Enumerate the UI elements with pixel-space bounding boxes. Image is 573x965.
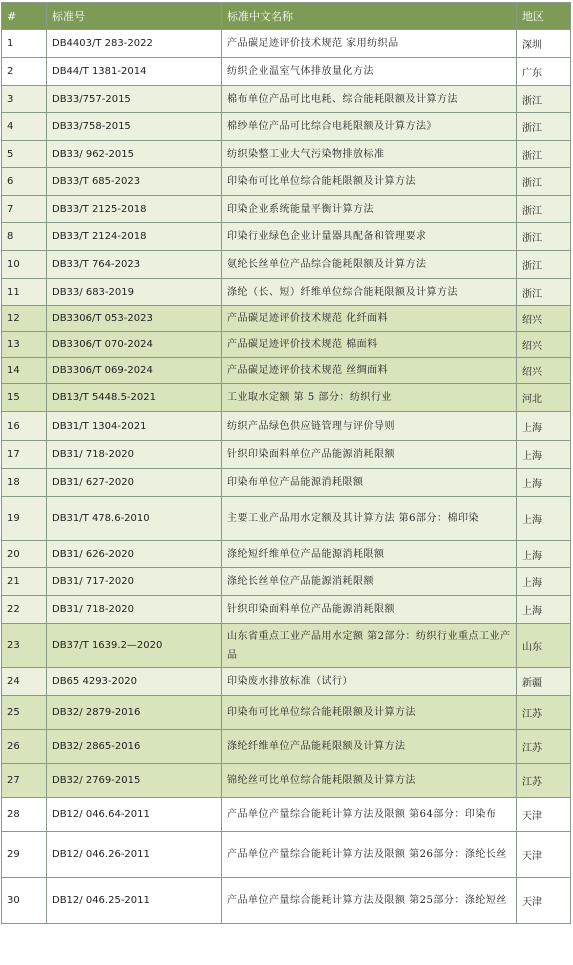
- row-index: 23: [2, 624, 47, 668]
- region: 上海: [517, 469, 571, 497]
- region: 天津: [517, 832, 571, 878]
- standard-code: DB65 4293-2020: [47, 668, 222, 696]
- standard-name: 涤纶（长、短）纤维单位综合能耗限额及计算方法: [222, 279, 517, 306]
- standard-name: 针织印染面料单位产品能源消耗限额: [222, 441, 517, 469]
- row-index: 5: [2, 141, 47, 168]
- standard-name: 纺织染整工业大气污染物排放标准: [222, 141, 517, 168]
- table-row: [2, 358, 571, 384]
- standard-code: DB3306/T 053-2023: [47, 306, 222, 332]
- standard-code: DB33/ 962-2015: [47, 141, 222, 168]
- region: 绍兴: [517, 358, 571, 384]
- header-row: [2, 3, 571, 30]
- standard-name: 印染布可比单位综合能耗限额及计算方法: [222, 696, 517, 730]
- header-standard-name: 标准中文名称: [222, 3, 517, 30]
- region: 上海: [517, 497, 571, 541]
- row-index: 8: [2, 223, 47, 251]
- standard-code: DB12/ 046.64-2011: [47, 798, 222, 832]
- region: 浙江: [517, 196, 571, 223]
- standard-name: 棉纱单位产品可比综合电耗限额及计算方法》: [222, 113, 517, 141]
- region: 浙江: [517, 223, 571, 251]
- region: 上海: [517, 596, 571, 624]
- row-index: 26: [2, 730, 47, 764]
- standard-name: 印染企业系统能量平衡计算方法: [222, 196, 517, 223]
- standard-code: DB31/ 626-2020: [47, 541, 222, 568]
- table-row: [2, 832, 571, 878]
- region: 浙江: [517, 86, 571, 113]
- standard-code: DB33/T 2125-2018: [47, 196, 222, 223]
- standard-code: DB33/758-2015: [47, 113, 222, 141]
- standard-name: 针织印染面料单位产品能源消耗限额: [222, 596, 517, 624]
- standard-code: DB33/757-2015: [47, 86, 222, 113]
- standards-table: [1, 2, 571, 924]
- row-index: 28: [2, 798, 47, 832]
- standard-name: 印染行业绿色企业计量器具配备和管理要求: [222, 223, 517, 251]
- table-row: [2, 469, 571, 497]
- table-row: [2, 624, 571, 668]
- region: 浙江: [517, 113, 571, 141]
- region: 上海: [517, 541, 571, 568]
- standard-name: 纺织企业温室气体排放量化方法: [222, 58, 517, 86]
- standard-code: DB31/ 717-2020: [47, 568, 222, 596]
- row-index: 24: [2, 668, 47, 696]
- row-index: 13: [2, 332, 47, 358]
- standard-code: DB31/T 478.6-2010: [47, 497, 222, 541]
- region: 浙江: [517, 279, 571, 306]
- row-index: 11: [2, 279, 47, 306]
- table-row: [2, 196, 571, 223]
- standard-name: 棉布单位产品可比电耗、综合能耗限额及计算方法: [222, 86, 517, 113]
- table-row: [2, 86, 571, 113]
- region: 绍兴: [517, 332, 571, 358]
- row-index: 4: [2, 113, 47, 141]
- standard-name: 涤纶短纤维单位产品能源消耗限额: [222, 541, 517, 568]
- header-standard-code: 标准号: [47, 3, 222, 30]
- region: 江苏: [517, 696, 571, 730]
- region: 浙江: [517, 251, 571, 279]
- standard-name: 产品单位产量综合能耗计算方法及限额 第64部分：印染布: [222, 798, 517, 832]
- row-index: 19: [2, 497, 47, 541]
- region: 河北: [517, 384, 571, 412]
- region: 绍兴: [517, 306, 571, 332]
- row-index: 29: [2, 832, 47, 878]
- standard-code: DB3306/T 069-2024: [47, 358, 222, 384]
- standard-name: 涤纶长丝单位产品能源消耗限额: [222, 568, 517, 596]
- table-row: [2, 541, 571, 568]
- standard-name: 涤纶纤维单位产品能耗限额及计算方法: [222, 730, 517, 764]
- row-index: 10: [2, 251, 47, 279]
- table-row: [2, 596, 571, 624]
- region: 江苏: [517, 730, 571, 764]
- standard-code: DB44/T 1381-2014: [47, 58, 222, 86]
- table-row: [2, 141, 571, 168]
- row-index: 1: [2, 30, 47, 58]
- region: 山东: [517, 624, 571, 668]
- table-row: [2, 58, 571, 86]
- standard-name: 山东省重点工业产品用水定额 第2部分：纺织行业重点工业产品: [222, 624, 517, 668]
- standard-name: 产品碳足迹评价技术规范 棉面料: [222, 332, 517, 358]
- standard-code: DB12/ 046.26-2011: [47, 832, 222, 878]
- row-index: 21: [2, 568, 47, 596]
- table-row: [2, 168, 571, 196]
- standard-code: DB31/ 627-2020: [47, 469, 222, 497]
- table-row: [2, 412, 571, 441]
- standard-code: DB33/ 683-2019: [47, 279, 222, 306]
- header-region: 地区: [517, 3, 571, 30]
- table-row: [2, 696, 571, 730]
- region: 广东: [517, 58, 571, 86]
- standard-code: DB31/ 718-2020: [47, 441, 222, 469]
- table-body: [2, 30, 571, 924]
- standard-code: DB31/ 718-2020: [47, 596, 222, 624]
- table-row: [2, 568, 571, 596]
- standard-code: DB13/T 5448.5-2021: [47, 384, 222, 412]
- standard-name: 主要工业产品用水定额及其计算方法 第6部分：棉印染: [222, 497, 517, 541]
- row-index: 15: [2, 384, 47, 412]
- standard-name: 纺织产品绿色供应链管理与评价导则: [222, 412, 517, 441]
- region: 上海: [517, 441, 571, 469]
- standard-name: 工业取水定额 第 5 部分：纺织行业: [222, 384, 517, 412]
- standard-name: 产品碳足迹评价技术规范 丝绸面料: [222, 358, 517, 384]
- standard-name: 产品单位产量综合能耗计算方法及限额 第25部分：涤纶短丝: [222, 878, 517, 924]
- region: 浙江: [517, 168, 571, 196]
- standard-code: DB33/T 685-2023: [47, 168, 222, 196]
- standard-name: 印染废水排放标准（试行）: [222, 668, 517, 696]
- row-index: 18: [2, 469, 47, 497]
- row-index: 27: [2, 764, 47, 798]
- table-row: [2, 30, 571, 58]
- region: 深圳: [517, 30, 571, 58]
- region: 浙江: [517, 141, 571, 168]
- table-row: [2, 668, 571, 696]
- standard-code: DB3306/T 070-2024: [47, 332, 222, 358]
- standard-code: DB37/T 1639.2—2020: [47, 624, 222, 668]
- standard-code: DB4403/T 283-2022: [47, 30, 222, 58]
- standard-name: 印染布单位产品能源消耗限额: [222, 469, 517, 497]
- table-row: [2, 878, 571, 924]
- table-row: [2, 798, 571, 832]
- region: 新疆: [517, 668, 571, 696]
- table-row: [2, 441, 571, 469]
- table-row: [2, 384, 571, 412]
- table-row: [2, 251, 571, 279]
- row-index: 20: [2, 541, 47, 568]
- table-row: [2, 113, 571, 141]
- table-row: [2, 306, 571, 332]
- row-index: 16: [2, 412, 47, 441]
- table-row: [2, 279, 571, 306]
- standard-name: 产品碳足迹评价技术规范 化纤面料: [222, 306, 517, 332]
- row-index: 30: [2, 878, 47, 924]
- standard-name: 产品单位产量综合能耗计算方法及限额 第26部分：涤纶长丝: [222, 832, 517, 878]
- table-row: [2, 730, 571, 764]
- standard-code: DB33/T 764-2023: [47, 251, 222, 279]
- standard-code: DB32/ 2769-2015: [47, 764, 222, 798]
- region: 上海: [517, 412, 571, 441]
- table-row: [2, 332, 571, 358]
- standard-name: 锦纶丝可比单位综合能耗限额及计算方法: [222, 764, 517, 798]
- header-index: #: [2, 3, 47, 30]
- row-index: 2: [2, 58, 47, 86]
- standard-name: 印染布可比单位综合能耗限额及计算方法: [222, 168, 517, 196]
- region: 天津: [517, 798, 571, 832]
- row-index: 17: [2, 441, 47, 469]
- row-index: 14: [2, 358, 47, 384]
- row-index: 7: [2, 196, 47, 223]
- standard-code: DB31/T 1304-2021: [47, 412, 222, 441]
- standard-code: DB32/ 2865-2016: [47, 730, 222, 764]
- standard-name: 氨纶长丝单位产品综合能耗限额及计算方法: [222, 251, 517, 279]
- row-index: 6: [2, 168, 47, 196]
- standard-name: 产品碳足迹评价技术规范 家用纺织品: [222, 30, 517, 58]
- row-index: 12: [2, 306, 47, 332]
- standard-code: DB33/T 2124-2018: [47, 223, 222, 251]
- row-index: 3: [2, 86, 47, 113]
- region: 天津: [517, 878, 571, 924]
- table-row: [2, 764, 571, 798]
- table-row: [2, 497, 571, 541]
- standard-code: DB32/ 2879-2016: [47, 696, 222, 730]
- row-index: 22: [2, 596, 47, 624]
- standard-code: DB12/ 046.25-2011: [47, 878, 222, 924]
- table-row: [2, 223, 571, 251]
- row-index: 25: [2, 696, 47, 730]
- region: 上海: [517, 568, 571, 596]
- region: 江苏: [517, 764, 571, 798]
